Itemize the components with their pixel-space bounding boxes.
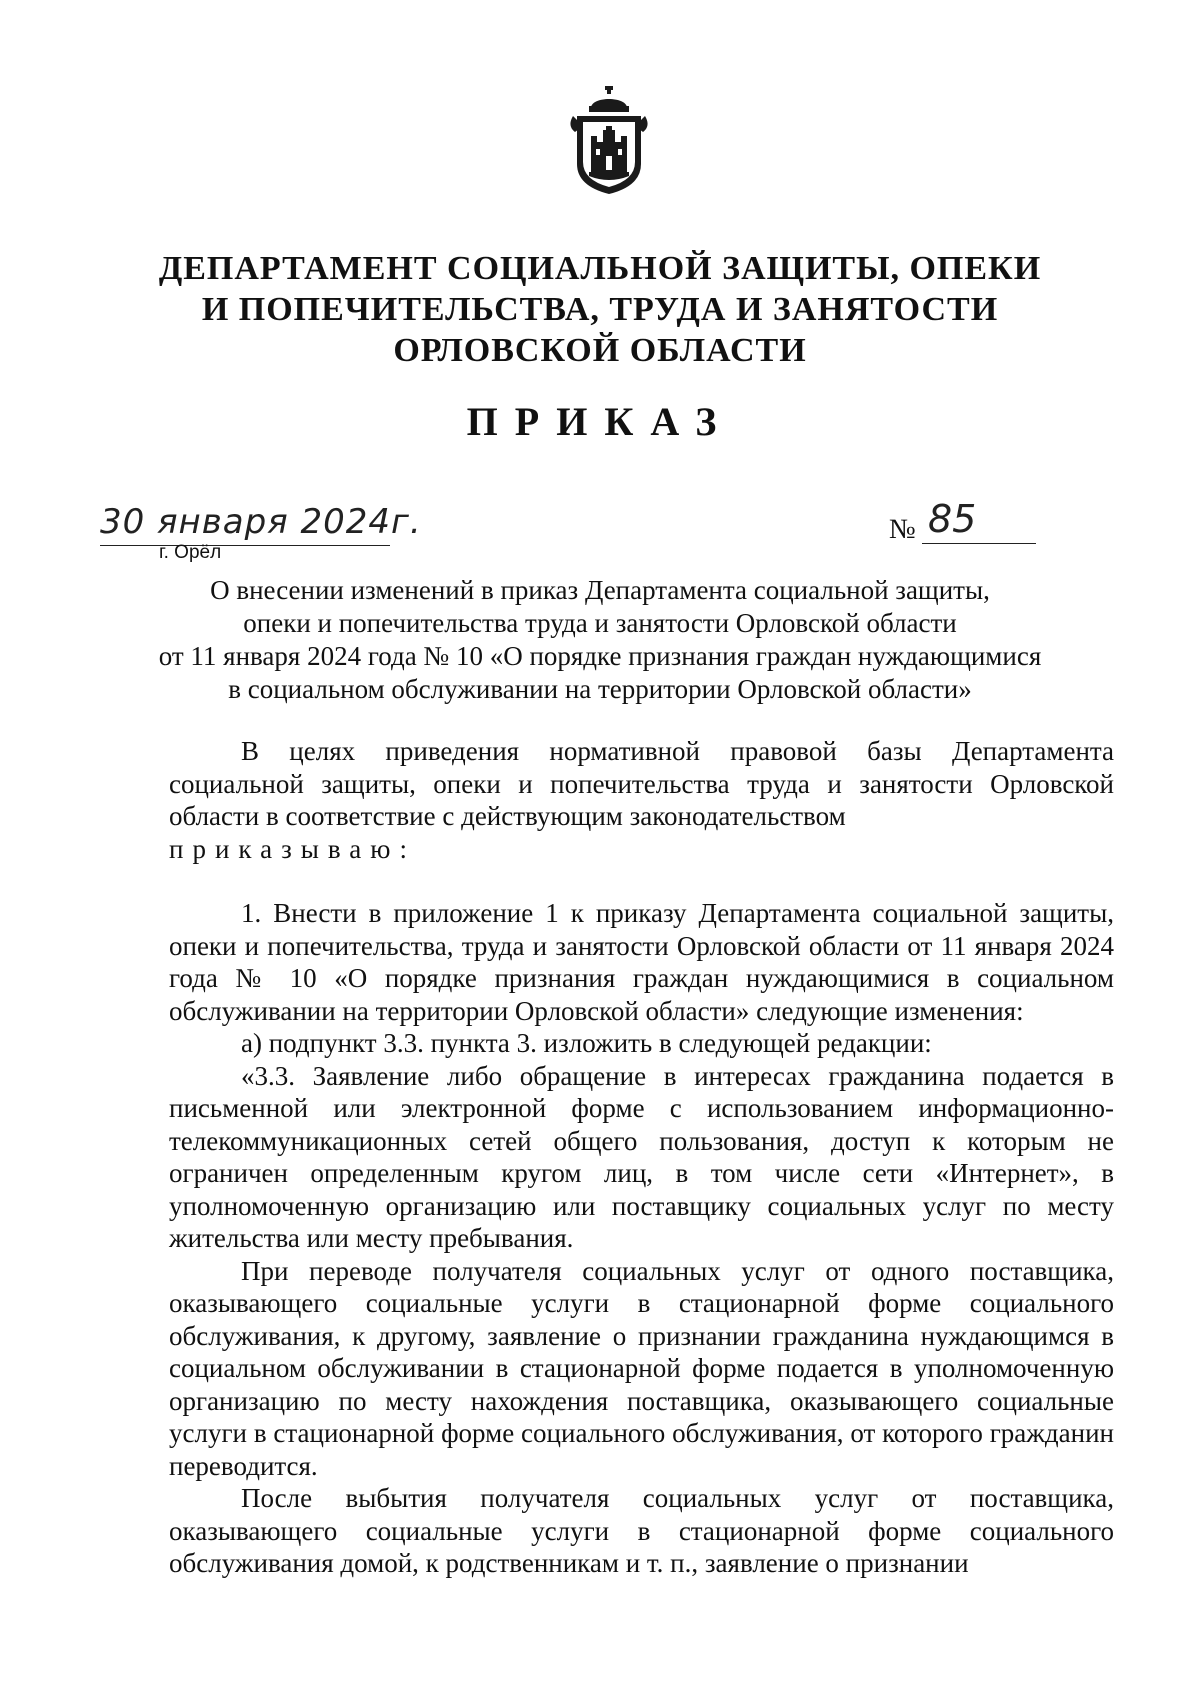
handwritten-date: 30 января 2024г. (100, 502, 422, 542)
departure-paragraph: После выбытия получателя социальных услуг от поставщика, оказывающего социальные услуги в стационарной форме социального обслуживания домой, к родственникам и т. п., заявление о признании (169, 1483, 1114, 1578)
item-1-paragraph: 1. Внести в приложение 1 к приказу Департамента социальной защиты, опеки и попечительства, труда и занятости Орловской области от 11 января 2024 года № 10 «О порядке признания граждан нуждающимися в социальном обслуживании на территории Орловской области» следующие изменения: (169, 898, 1114, 1026)
subject-line-4: в социальном обслуживании на территории Орловской области» (228, 674, 972, 704)
date-underline (100, 545, 390, 546)
order-body (169, 735, 1114, 1580)
order-subject (120, 574, 1080, 706)
quote-3-3-paragraph: «3.3. Заявление либо обращение в интересах гражданина подается в письменной или электронной форме с использованием информационно-телекоммуникационных сетей общего пользования, доступ к которым не ограничен определенным кругом лиц, в том числе сети «Интернет», в уполномоченную организацию или поставщику социальных услуг по месту жительства или месту пребывания. (169, 1060, 1114, 1253)
handwritten-order-number: 85 (928, 497, 977, 541)
item-1a-paragraph: а) подпункт 3.3. пункта 3. изложить в следующей редакции: (241, 1028, 932, 1058)
order-number-label: № (889, 514, 916, 545)
subject-line-3: от 11 января 2024 года № 10 «О порядке признания граждан нуждающимися (158, 641, 1042, 671)
transfer-paragraph: При переводе получателя социальных услуг от одного поставщика, оказывающего социальные услуги в стационарной форме социального обслуживания, к другому, заявление о признании гражданина нуждающимся в социальном обслуживании в стационарной форме подается в уполномоченную организацию по месту нахождения поставщика, оказывающего социальные услуги в стационарной форме социального обслуживания, от которого гражданин переводится. (169, 1255, 1114, 1481)
preamble-paragraph: В целях приведения нормативной правовой базы Департамента социальной защиты, опеки и попечительства труда и занятости Орловской области в соответствие с действующим законодательством (169, 736, 1114, 831)
subject-line-1: О внесении изменений в приказ Департамента социальной защиты, (210, 575, 990, 605)
coat-of-arms-icon (567, 86, 651, 194)
document-type-title: ПРИКАЗ (466, 399, 734, 444)
subject-line-2: опеки и попечительства труда и занятости Орловской области (243, 608, 957, 638)
order-word: приказываю: (169, 833, 416, 864)
department-line-2: И ПОПЕЧИТЕЛЬСТВА, ТРУДА И ЗАНЯТОСТИ (201, 291, 999, 328)
department-line-1: ДЕПАРТАМЕНТ СОЦИАЛЬНОЙ ЗАЩИТЫ, ОПЕКИ (158, 250, 1042, 287)
department-name (100, 248, 1100, 371)
department-line-3: ОРЛОВСКОЙ ОБЛАСТИ (393, 332, 807, 369)
city-label: г. Орёл (159, 542, 222, 563)
number-underline (922, 543, 1036, 544)
